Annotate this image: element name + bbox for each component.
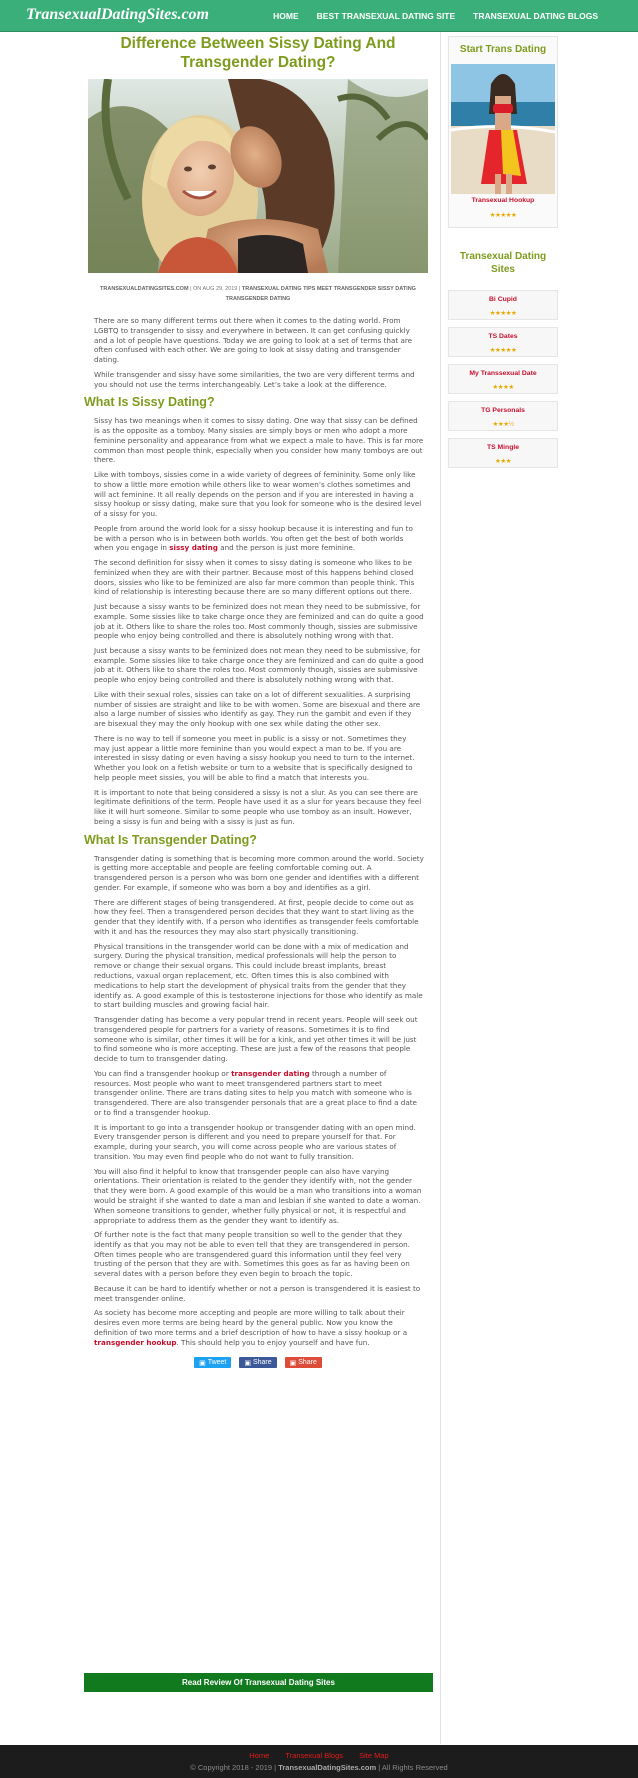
main-nav xyxy=(255,0,598,32)
footer-links xyxy=(0,1745,638,1760)
featured-site-box xyxy=(448,36,558,228)
transgender-dating-link[interactable]: transgender dating xyxy=(231,1068,310,1078)
featured-site-name[interactable]: Transexual Hookup xyxy=(471,197,535,204)
author-link[interactable]: TRANSEXUALDATINGSITES.COM xyxy=(100,286,189,292)
share-buttons xyxy=(84,1357,432,1368)
rating-stars: ★★★★★ xyxy=(489,347,517,354)
column-divider xyxy=(440,32,441,1744)
paragraph: The second definition for sissy when it comes to sissy dating is someone who likes to be feminized when they are with their partner. Because most of this happens behind closed doors, sissies who like to be feminized are also far more common than people think. This kind of relationship is interesting because there are so many different options out there. xyxy=(94,557,415,597)
paragraph: Because it can be hard to identify whether or not a person is transgendered it is easiest to meet transgender online. xyxy=(94,1283,421,1303)
sites-list-title: Transexual Dating Sites xyxy=(459,251,547,275)
site-item-ts-mingle[interactable] xyxy=(448,438,558,468)
paragraph: There are different stages of being transgendered. At first, people decide to come out as how they feel. Then a transgendered person decides that they want to start living as the gender that they identify with. If a person who identifies as transgender feels comfortable with it and has the resources they may also start physically transitioning. xyxy=(94,897,419,936)
facebook-share-button[interactable]: ▣ Share xyxy=(239,1357,276,1368)
facebook-icon: ▣ xyxy=(244,1359,253,1367)
google-plus-icon: ▣ xyxy=(289,1359,299,1367)
site-name[interactable]: TS Dates xyxy=(488,333,518,340)
top-bar xyxy=(0,0,638,32)
footer-link-blogs[interactable]: Transexual Blogs xyxy=(285,1751,344,1760)
featured-rating-stars: ★★★★★ xyxy=(489,212,517,219)
site-name[interactable]: My Transsexual Date xyxy=(469,370,537,377)
footer-link-sitemap[interactable]: Site Map xyxy=(359,1751,389,1760)
paragraph: You will also find it helpful to know that transgender people can also have varying orientations. Their orientation is related to the gender they identify with, not the gender that they were born. A good example of this would be a man who transitions into a woman would be straight if she wanted to date a man and lesbian if she wanted to date a woman. When someone transitions to gender, whether fully physical or not, it is respectful and appropriate to address them as the gender they want to identify as. xyxy=(94,1166,422,1225)
site-name[interactable]: Bi Cupid xyxy=(489,296,517,303)
rating-stars: ★★★★ xyxy=(492,384,514,391)
nav-home[interactable]: HOME xyxy=(273,11,299,21)
footer xyxy=(0,1745,638,1778)
sissy-dating-link[interactable]: sissy dating xyxy=(169,543,218,553)
hero-image xyxy=(88,79,428,273)
section-heading-sissy: What Is Sissy Dating? xyxy=(84,395,215,410)
site-name[interactable]: TG Personals xyxy=(481,407,525,414)
copyright: © Copyright 2018 - 2019 | TransexualDatingSites.com | All Rights Reserved xyxy=(190,1763,448,1772)
site-item-tg-personals[interactable] xyxy=(448,401,558,431)
article-title: Difference Between Sissy Dating And Transgender Dating? xyxy=(120,35,396,71)
section-heading-transgender: What Is Transgender Dating? xyxy=(84,832,257,847)
nav-blogs[interactable]: TRANSEXUAL DATING BLOGS xyxy=(473,11,598,21)
paragraph: It is important to note that being considered a sissy is not a slur. As you can see there are legitimate definitions of the term. People have used it as a slur for years because they feel like it will hurt someone. Similar to some people who use tomboy as an insult. However, being a sissy is fun and being with a sissy is just as fun. xyxy=(94,787,422,827)
paragraph: Physical transitions in the transgender world can be done with a mix of medication and surgery. During the physical transition, medical professionals will help the person to remove or change their sexual organs. This could include breast implants, breast reductions, vaxual organ replacement, etc. Often times this is also combined with medications to help start the development of physical traits from the gender that they identify as. A good example of this is testosterone injections for those who identify as male to start building muscles and growing facial hair. xyxy=(94,941,423,1010)
article xyxy=(84,32,432,1368)
copyright-site: TransexualDatingSites.com xyxy=(278,1763,377,1772)
paragraph: Like with their sexual roles, sissies can take on a lot of different sexualities. A surprising number of sissies are straight and like to be with women. Some are bisexual and there are also a large number of sissies who identify as gay. They run the gambit and even if they are bisexual they may the only hookup with one sex while dating the other sex. xyxy=(94,689,421,729)
read-review-button[interactable]: Read Review Of Transexual Dating Sites xyxy=(84,1673,433,1692)
paragraph: You can find a transgender hookup or transgender dating through a number of resources. Most people who want to meet transgendered partners start to meet transgender online. There are trans dating sites to help you match with someone who is transgendered. There are also transgender personals that are a great place to find a date or to find a transgender hookup. xyxy=(94,1068,417,1117)
article-meta xyxy=(84,285,432,304)
paragraph: Transgender dating is something that is becoming more common around the world. Society is getting more acceptable and people are feeling comfortable coming out. A transgendered person is a person who was born one gender and identifies with a different gender. For example, if someone who was born a boy and identifies as a girl. xyxy=(94,853,424,893)
tweet-button[interactable]: ▣ Tweet xyxy=(194,1357,231,1368)
sidebar xyxy=(448,36,558,475)
transgender-hookup-link[interactable]: transgender hookup xyxy=(94,1337,177,1347)
site-item-my-transsexual-date[interactable] xyxy=(448,364,558,394)
paragraph: While transgender and sissy have some similarities, the two are very different terms and you should not use the terms interchangeably. Let’s take a look at the difference. xyxy=(94,369,415,389)
site-name[interactable]: TS Mingle xyxy=(486,444,520,451)
rating-stars: ★★★★★ xyxy=(489,310,517,317)
site-logo[interactable]: TransexualDatingSites.com xyxy=(26,6,209,23)
paragraph: There is no way to tell if someone you meet in public is a sissy or not. Sometimes they may just appear a little more feminine than you would expect a man to be. If you are interested in sissy dating or even having a sissy hookup you need to turn to the internet. Whether you look on a fetish website or turn to a website that is specifically designed to help people meet sissies, you will be able to find a match that interests you. xyxy=(94,733,415,783)
paragraph: Sissy has two meanings when it comes to sissy dating. One way that sissy can be defined is as the opposite as a tomboy. Many sissies are simply boys or men who adopt a more feminine personality and appearance from what we expect a male to have. This is far more common than most people think, especially when you consider how many tomboys are out there. xyxy=(94,416,424,465)
footer-link-home[interactable]: Home xyxy=(249,1751,270,1760)
paragraph: Just because a sissy wants to be feminized does not mean they need to be submissive, for example. Some sissies like to take charge once they are feminized and can do quite a good job at it. Others like to share the roles too. Most commonly though, sissies are submissive people who enjoy being controlled and there is absolutely nothing wrong with that. xyxy=(94,645,424,685)
featured-site-image[interactable] xyxy=(451,64,555,194)
paragraph: It is important to go into a transgender hookup or transgender dating with an open mind. Every transgender person is different and you need to prepare yourself for that. For example, during your search, you will come across people who are various states of transition. You may even find people who do not want to fully transition. xyxy=(94,1122,416,1161)
site-item-ts-dates[interactable] xyxy=(448,327,558,357)
twitter-icon: ▣ xyxy=(199,1359,208,1367)
nav-best-site[interactable]: BEST TRANSEXUAL DATING SITE xyxy=(316,11,456,21)
paragraph: As society has become more accepting and people are more willing to talk about their desires even more terms are being heard by the general public. Now you know the definition of two more terms and a brief description of how to have a sissy hookup or a transgender hookup. This should help you to enjoy yourself and have fun. xyxy=(94,1308,408,1347)
post-date: | ON AUG 29, 2019 | xyxy=(188,286,242,292)
paragraph: Of further note is the fact that many people transition so well to the gender that they identify as that you may not be able to even tell that they are transgendered in person. Often times people who are transgendered guard this information until they feel very trusting of the person that they are with. Sometimes this goes as far as having been on several dates with a person before they even begin to broach the topic. xyxy=(94,1230,410,1279)
google-share-button[interactable]: ▣ Share xyxy=(285,1357,322,1368)
site-item-bi-cupid[interactable] xyxy=(448,290,558,320)
rating-stars: ★★★ xyxy=(495,458,511,465)
paragraph: Transgender dating has become a very popular trend in recent years. People will seek out transgendered people for partners for a variety of reasons. Sometimes it is to find someone who is similar, other times it will be for a kink, and yet other times it will be just to find someone who is more accepting. These are just a few of the reasons that people decide to turn to transgender dating. xyxy=(94,1014,418,1064)
featured-title: Start Trans Dating xyxy=(459,44,547,55)
rating-stars: ★★★½ xyxy=(492,421,514,428)
category-links[interactable]: TRANSEXUAL DATING TIPS MEET TRANSGENDER SISSY DATING TRANSGENDER DATING xyxy=(225,286,416,302)
paragraph: There are so many different terms out there when it comes to the dating world. From LGBTQ to transgender to sissy and everywhere in between. It can get confusing quickly and a lot of people have questions. Today we are going to look at a set of terms that are often confused with each other. We are going to look at sissy dating and transgender dating. xyxy=(94,316,413,365)
paragraph: People from around the world look for a sissy hookup because it is interesting and fun to be with a person who is in between both worlds. You often get the best of both worlds when you engage in sissy dating and the person is just more feminine. xyxy=(94,523,413,553)
paragraph: Like with tomboys, sissies come in a wide variety of degrees of femininity. Some only like to show a little more emotion while others like to wear women’s clothes sometimes and will act feminine. It all really depends on the person and if you are interested in having a sissy hookup or sissy dating, make sure that you look for someone who is the desired level of a sissy for you. xyxy=(94,469,422,519)
paragraph: Just because a sissy wants to be feminized does not mean they need to be submissive, for example. Some sissies like to take charge once they are feminized and can do quite a good job at it. Others like to share the roles too. Most commonly though, sissies are submissive people who enjoy being controlled and there is absolutely nothing wrong with that. xyxy=(94,601,424,641)
